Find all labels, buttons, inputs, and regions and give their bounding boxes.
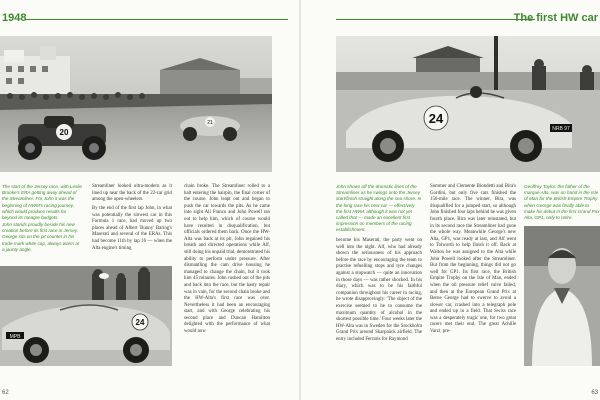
license-plate-right: NRB 97 — [552, 126, 570, 132]
chapter-year: 1948 — [2, 12, 27, 24]
photo-jersey-race-start — [0, 36, 272, 172]
body-column-3: become his Maserati, the party went on well into the night. Alf, who had already shown the seriousness of his approach before the race by encouraging the team to practise refuelling stops and tyre changes against a stopwatch — quite an innovation in those days — was rather shocked. In his diary, which was to be his faithful companion throughout his career in racing, he wrote disapprovingly: 'The object of the exercise seemed to be to consume the maximum quantity of alcohol in the shortest possible time.' Four weeks later the HW-Alta was in Sweden for the Stockholm Grand Prix around Skarpnäck airfield. The entry included Ferraris for Raymond — [336, 238, 422, 342]
page-number-right: 63 — [591, 390, 598, 396]
racecar-number-24-right: 24 — [428, 111, 444, 126]
book-gutter — [299, 0, 301, 400]
caption-geoffrey-taylor: Geoffrey Taylor, the father of the marque Alta, was on hand in the Isle of Man for the British Empire Trophy when George was finally able to make his debut in the first Grand Prix Alta, GP1, only to retire. — [524, 184, 600, 221]
caption-jersey-start: The start of the Jersey race, with Leslie Brooke's ERA getting away ahead of the Streamliner. For John it was the beginning of HWM's racing journey, which would produce results far beyond its meagre budgets. — [2, 184, 82, 221]
header-rule-right — [336, 19, 535, 20]
body-column-2: chain broke. The Streamliner rolled to a halt entering the hairpin, the final corner of the course. John leapt out and began to push the car towards the pits. As he came into sight Ali Franco and John Powell ran out to help him, which of course would have resulted in disqualification, but officials ordered them back. Once the HW-Alta was back at its pit, John regained his breath and directed operations while Alf, still doing his unpaid trial, demonstrated his ability to perform under pressure. After dismantling the cam drive housing he managed to change the chain, but it took him 45 minutes. John rushed out of the pits and back into the race, but the hasty repair was in vain, for the second chain broke and the HW-Alta's first race was over. Nevertheless it had been an encouraging start, and with George celebrating his second place and Duncan Hamilton delighted with the performance of what would now — [184, 184, 270, 335]
caption-streamliner-lines: John shows off the dramatic lines of the Streamliner as he swings onto the Jersey start/finish straight along the sea shore. In the long race his new car — effectively the first HWM, although it was not yet called that — made an excellent first impression on members of the racing establishment. — [336, 184, 422, 233]
photo-streamliner-straight — [336, 36, 600, 172]
photo-car-with-spectators — [0, 266, 172, 366]
racecar-number-24-left: 24 — [135, 318, 145, 327]
body-column-4: Sommer and Clemente Biondetti and Bira's Gordini, but only five cars finished the 150-mile race. The winner, Bira, was disqualified for a jumped start, so although John finished four laps behind he was given fourth place. Bira was later reinstated, but in its second race the Streamliner had gone the whole way. Meanwhile George's new Alta, GP1, was ready at last, and Alf went to Tolworth to help finish it off. Back at Walton he was assigned to the Alta while John Powell looked after the Streamliner. But from the beginning, things did not go well for GP1. Its first race, the British Empire Trophy on the Isle of Man, ended when the oil pressure relief valve failed, and then at the European Grand Prix at Berne George had to swerve to avoid a slower car, crashed into a telegraph pole and ended up in a field. That Swiss race was a desperately tragic one, for two great racers met their end. The great Achille Varzi, pre- — [430, 184, 516, 335]
license-plate-left: MPB — [9, 334, 21, 340]
page-number-left: 62 — [2, 390, 9, 396]
caption-john-beside-car: John stands proudly beside his new creation before its first race in Jersey. George sits on the pit counter in his trade-mark white cap, always warm at a jaunty angle. — [2, 222, 80, 252]
header-rule-left — [26, 19, 288, 20]
photo-geoffrey-taylor-portrait — [524, 226, 600, 366]
body-column-1: Streamliner looked ultra-modern as it lined up near the back of the 22-car grid among the open-wheelers. — [92, 184, 172, 203]
chapter-title: The first HW car — [513, 12, 598, 24]
racecar-number-streamliner-bg: 21 — [207, 120, 213, 126]
body-column-1b: By the end of the first lap John, in what was potentially the slowest car in this Formula 1 race, had moved up two places ahead of Albert 'Bunny' Baring's Maserati and several of the ERAs. This had become 11th by lap 16 — when the Alta engine's timing — [92, 206, 172, 251]
racecar-number-era: 20 — [59, 128, 69, 137]
